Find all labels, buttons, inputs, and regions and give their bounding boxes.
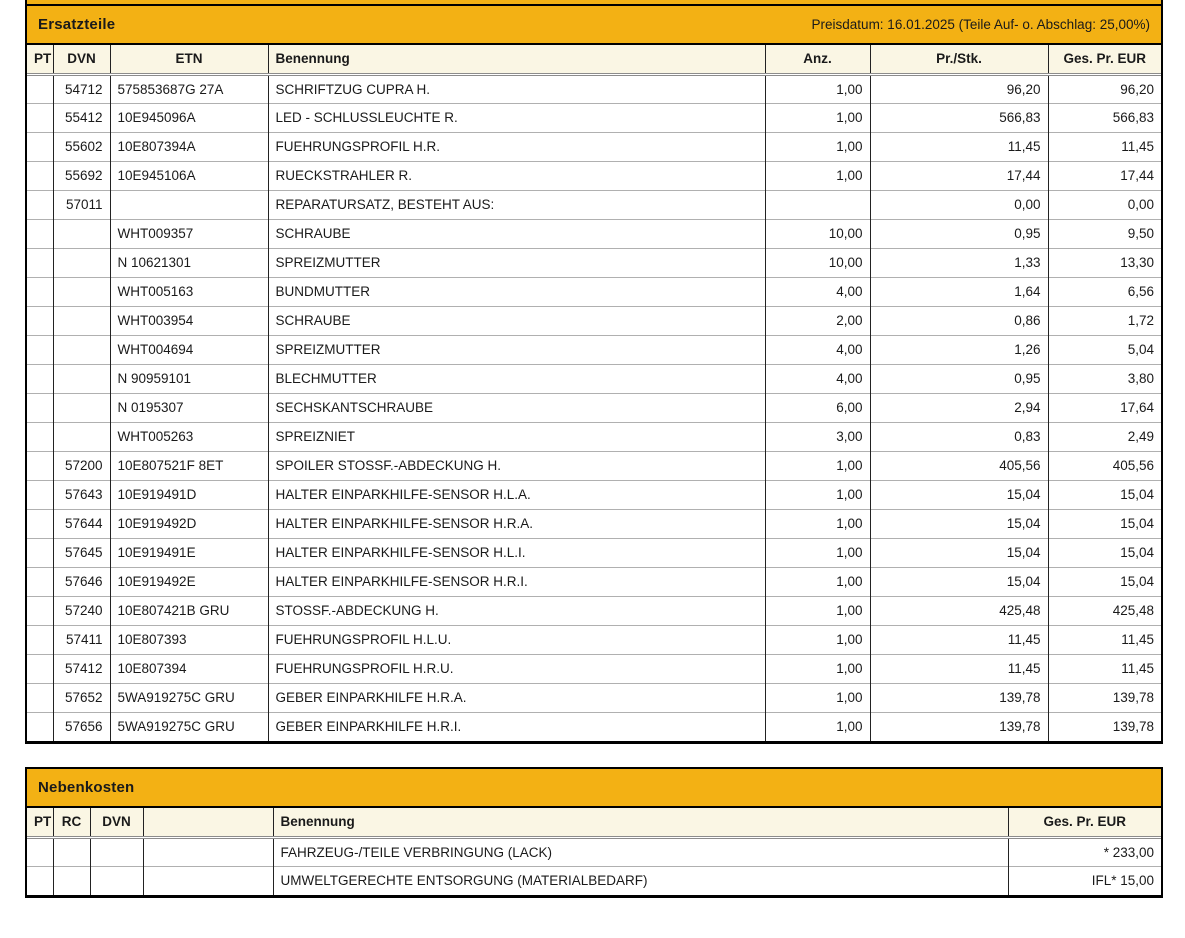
cell-qty: 6,00 [765, 393, 870, 422]
parts-table-row [27, 335, 1161, 364]
cell-name: STOSSF.-ABDECKUNG H. [268, 596, 765, 625]
cell-unit: 11,45 [870, 625, 1048, 654]
cell-unit: 17,44 [870, 161, 1048, 190]
cell-unit: 1,64 [870, 277, 1048, 306]
parts-table [27, 45, 1161, 741]
parts-title: Ersatzteile [38, 16, 116, 33]
cell-name: UMWELTGERECHTE ENTSORGUNG (MATERIALBEDARF) [273, 866, 1008, 895]
cell-total: 6,56 [1048, 277, 1161, 306]
parts-table-row [27, 74, 1161, 103]
cell-etn: 10E807394A [110, 132, 268, 161]
parts-table-row [27, 451, 1161, 480]
cell-dvn [53, 277, 110, 306]
cell-dvn [53, 219, 110, 248]
cell-etn: 10E919491E [110, 538, 268, 567]
cell-pt [27, 654, 53, 683]
cell-qty: 1,00 [765, 683, 870, 712]
cell-total: 15,04 [1048, 480, 1161, 509]
cell-name: SPOILER STOSSF.-ABDECKUNG H. [268, 451, 765, 480]
cell-unit: 0,95 [870, 364, 1048, 393]
cell-name: BLECHMUTTER [268, 364, 765, 393]
cell-qty: 4,00 [765, 335, 870, 364]
costs-section-header [27, 769, 1161, 808]
cell-total: 2,49 [1048, 422, 1161, 451]
cell-pt [27, 306, 53, 335]
cell-etn: WHT005163 [110, 277, 268, 306]
cell-unit: 11,45 [870, 654, 1048, 683]
parts-table-row [27, 538, 1161, 567]
cell-name: HALTER EINPARKHILFE-SENSOR H.R.I. [268, 567, 765, 596]
cell-unit: 15,04 [870, 567, 1048, 596]
cell-unit: 425,48 [870, 596, 1048, 625]
parts-table-row [27, 683, 1161, 712]
cell-etn: 5WA919275C GRU [110, 712, 268, 741]
parts-table-row [27, 654, 1161, 683]
cell-etn: 10E945106A [110, 161, 268, 190]
costs-table-row [27, 837, 1161, 866]
cell-pt [27, 161, 53, 190]
cell-qty: 2,00 [765, 306, 870, 335]
cell-name: SPREIZNIET [268, 422, 765, 451]
cell-name: HALTER EINPARKHILFE-SENSOR H.R.A. [268, 509, 765, 538]
cell-qty: 3,00 [765, 422, 870, 451]
cell-pt [27, 509, 53, 538]
cell-qty: 1,00 [765, 538, 870, 567]
parts-table-row [27, 306, 1161, 335]
cell-total: 425,48 [1048, 596, 1161, 625]
cell-etn: WHT009357 [110, 219, 268, 248]
cell-pt [27, 248, 53, 277]
parts-table-row [27, 132, 1161, 161]
cell-etn: 10E807421B GRU [110, 596, 268, 625]
cell-pt [27, 335, 53, 364]
cell-extra [143, 866, 273, 895]
costs-title: Nebenkosten [38, 779, 135, 796]
cell-unit: 0,00 [870, 190, 1048, 219]
cell-qty: 4,00 [765, 364, 870, 393]
cell-total: * 233,00 [1008, 837, 1161, 866]
cell-unit: 11,45 [870, 132, 1048, 161]
cell-total: 17,44 [1048, 161, 1161, 190]
cell-unit: 405,56 [870, 451, 1048, 480]
cell-qty: 4,00 [765, 277, 870, 306]
cell-pt [27, 132, 53, 161]
cell-unit: 0,86 [870, 306, 1048, 335]
cell-pt [27, 683, 53, 712]
col-header-pt: PT [27, 808, 53, 837]
cell-name: SCHRIFTZUG CUPRA H. [268, 74, 765, 103]
price-date-info: Preisdatum: 16.01.2025 (Teile Auf- o. Abschlag: 25,00%) [811, 17, 1150, 32]
cell-name: SECHSKANTSCHRAUBE [268, 393, 765, 422]
cell-unit: 15,04 [870, 509, 1048, 538]
cell-name: RUECKSTRAHLER R. [268, 161, 765, 190]
cell-qty: 1,00 [765, 74, 870, 103]
parts-header-row [27, 45, 1161, 74]
costs-table-row [27, 866, 1161, 895]
cell-etn: 10E919492D [110, 509, 268, 538]
parts-table-row [27, 480, 1161, 509]
parts-section-header [27, 6, 1161, 45]
cell-name: HALTER EINPARKHILFE-SENSOR H.L.I. [268, 538, 765, 567]
cell-qty: 1,00 [765, 480, 870, 509]
cell-qty: 1,00 [765, 161, 870, 190]
cell-pt [27, 837, 53, 866]
parts-table-row [27, 509, 1161, 538]
cell-total: 139,78 [1048, 712, 1161, 741]
cell-name: REPARATURSATZ, BESTEHT AUS: [268, 190, 765, 219]
cell-dvn: 57412 [53, 654, 110, 683]
parts-table-row [27, 596, 1161, 625]
section-gap [25, 744, 1163, 767]
cell-total: 11,45 [1048, 132, 1161, 161]
cell-name: GEBER EINPARKHILFE H.R.I. [268, 712, 765, 741]
cell-unit: 2,94 [870, 393, 1048, 422]
cell-pt [27, 451, 53, 480]
cell-pt [27, 596, 53, 625]
cell-pt [27, 219, 53, 248]
cell-dvn: 55692 [53, 161, 110, 190]
cell-etn: 10E945096A [110, 103, 268, 132]
cell-dvn [90, 837, 143, 866]
cell-dvn [53, 306, 110, 335]
cell-name: FAHRZEUG-/TEILE VERBRINGUNG (LACK) [273, 837, 1008, 866]
cell-pt [27, 74, 53, 103]
cell-unit: 15,04 [870, 480, 1048, 509]
parts-table-row [27, 277, 1161, 306]
cell-total: 139,78 [1048, 683, 1161, 712]
cell-qty: 10,00 [765, 219, 870, 248]
col-header-anz: Anz. [765, 45, 870, 74]
cell-pt [27, 538, 53, 567]
cell-dvn: 57011 [53, 190, 110, 219]
cell-total: 11,45 [1048, 654, 1161, 683]
cell-etn: N 10621301 [110, 248, 268, 277]
cell-name: SPREIZMUTTER [268, 248, 765, 277]
cell-name: SPREIZMUTTER [268, 335, 765, 364]
cell-qty: 10,00 [765, 248, 870, 277]
cell-name: BUNDMUTTER [268, 277, 765, 306]
cell-total: 1,72 [1048, 306, 1161, 335]
cell-pt [27, 866, 53, 895]
cell-etn: 5WA919275C GRU [110, 683, 268, 712]
cell-total: 566,83 [1048, 103, 1161, 132]
cell-total: 15,04 [1048, 538, 1161, 567]
col-header-pr-stk: Pr./Stk. [870, 45, 1048, 74]
parts-table-row [27, 364, 1161, 393]
cell-pt [27, 277, 53, 306]
cell-etn: 10E919491D [110, 480, 268, 509]
cell-unit: 1,33 [870, 248, 1048, 277]
col-header-benennung: Benennung [273, 808, 1008, 837]
cell-qty: 1,00 [765, 103, 870, 132]
cell-qty: 1,00 [765, 596, 870, 625]
cell-qty: 1,00 [765, 132, 870, 161]
parts-table-row [27, 190, 1161, 219]
cell-etn: WHT004694 [110, 335, 268, 364]
parts-table-row [27, 248, 1161, 277]
cell-qty [765, 190, 870, 219]
cell-pt [27, 103, 53, 132]
cell-total: 3,80 [1048, 364, 1161, 393]
cell-rc [53, 837, 90, 866]
col-header-dvn: DVN [53, 45, 110, 74]
col-header-blank [143, 808, 273, 837]
cell-etn: N 90959101 [110, 364, 268, 393]
cell-pt [27, 480, 53, 509]
col-header-dvn: DVN [90, 808, 143, 837]
parts-table-row [27, 393, 1161, 422]
cell-dvn: 57644 [53, 509, 110, 538]
cell-total: IFL* 15,00 [1008, 866, 1161, 895]
cell-total: 0,00 [1048, 190, 1161, 219]
cell-etn: 10E807521F 8ET [110, 451, 268, 480]
cell-dvn [53, 422, 110, 451]
cell-unit: 0,95 [870, 219, 1048, 248]
cell-pt [27, 422, 53, 451]
cell-pt [27, 625, 53, 654]
parts-table-row [27, 103, 1161, 132]
costs-header-row [27, 808, 1161, 837]
cell-dvn: 57643 [53, 480, 110, 509]
cell-dvn [90, 866, 143, 895]
parts-table-row [27, 625, 1161, 654]
cell-unit: 0,83 [870, 422, 1048, 451]
cell-dvn: 57652 [53, 683, 110, 712]
cell-name: SCHRAUBE [268, 306, 765, 335]
cell-dvn [53, 393, 110, 422]
cell-pt [27, 567, 53, 596]
cell-unit: 139,78 [870, 712, 1048, 741]
parts-table-row [27, 567, 1161, 596]
cell-dvn [53, 335, 110, 364]
cell-dvn: 57656 [53, 712, 110, 741]
cell-name: GEBER EINPARKHILFE H.R.A. [268, 683, 765, 712]
cell-unit: 96,20 [870, 74, 1048, 103]
cell-unit: 15,04 [870, 538, 1048, 567]
col-header-pt: PT [27, 45, 53, 74]
cell-dvn: 55412 [53, 103, 110, 132]
col-header-ges-pr: Ges. Pr. EUR [1048, 45, 1161, 74]
cell-qty: 1,00 [765, 654, 870, 683]
col-header-benennung: Benennung [268, 45, 765, 74]
cell-etn: 575853687G 27A [110, 74, 268, 103]
cell-dvn: 57411 [53, 625, 110, 654]
cell-name: FUEHRUNGSPROFIL H.R. [268, 132, 765, 161]
cell-total: 96,20 [1048, 74, 1161, 103]
cell-pt [27, 393, 53, 422]
cell-dvn: 57645 [53, 538, 110, 567]
cell-total: 405,56 [1048, 451, 1161, 480]
cell-unit: 1,26 [870, 335, 1048, 364]
cell-etn: N 0195307 [110, 393, 268, 422]
cell-etn: WHT003954 [110, 306, 268, 335]
cell-etn: 10E807394 [110, 654, 268, 683]
cell-etn [110, 190, 268, 219]
cell-total: 13,30 [1048, 248, 1161, 277]
cell-total: 5,04 [1048, 335, 1161, 364]
col-header-etn: ETN [110, 45, 268, 74]
cell-qty: 1,00 [765, 625, 870, 654]
cell-name: FUEHRUNGSPROFIL H.L.U. [268, 625, 765, 654]
cell-name: FUEHRUNGSPROFIL H.R.U. [268, 654, 765, 683]
cell-name: SCHRAUBE [268, 219, 765, 248]
col-header-ges-pr: Ges. Pr. EUR [1008, 808, 1161, 837]
parts-table-row [27, 161, 1161, 190]
cell-etn: 10E919492E [110, 567, 268, 596]
cell-unit: 566,83 [870, 103, 1048, 132]
cell-dvn: 54712 [53, 74, 110, 103]
cell-dvn [53, 364, 110, 393]
cell-total: 15,04 [1048, 509, 1161, 538]
cell-unit: 139,78 [870, 683, 1048, 712]
cell-pt [27, 190, 53, 219]
cell-qty: 1,00 [765, 451, 870, 480]
cell-total: 11,45 [1048, 625, 1161, 654]
parts-table-row [27, 712, 1161, 741]
cell-etn: 10E807393 [110, 625, 268, 654]
cell-dvn: 57240 [53, 596, 110, 625]
cell-pt [27, 364, 53, 393]
cell-pt [27, 712, 53, 741]
cell-name: LED - SCHLUSSLEUCHTE R. [268, 103, 765, 132]
cell-dvn [53, 248, 110, 277]
cell-name: HALTER EINPARKHILFE-SENSOR H.L.A. [268, 480, 765, 509]
parts-table-row [27, 219, 1161, 248]
cell-extra [143, 837, 273, 866]
cell-qty: 1,00 [765, 712, 870, 741]
cell-qty: 1,00 [765, 567, 870, 596]
costs-section [25, 767, 1163, 898]
col-header-rc: RC [53, 808, 90, 837]
cell-rc [53, 866, 90, 895]
costs-table [27, 808, 1161, 895]
cell-total: 17,64 [1048, 393, 1161, 422]
cell-dvn: 57646 [53, 567, 110, 596]
cell-total: 9,50 [1048, 219, 1161, 248]
cell-dvn: 55602 [53, 132, 110, 161]
parts-section [25, 4, 1163, 744]
parts-table-row [27, 422, 1161, 451]
cell-etn: WHT005263 [110, 422, 268, 451]
cell-qty: 1,00 [765, 509, 870, 538]
cell-dvn: 57200 [53, 451, 110, 480]
cell-total: 15,04 [1048, 567, 1161, 596]
